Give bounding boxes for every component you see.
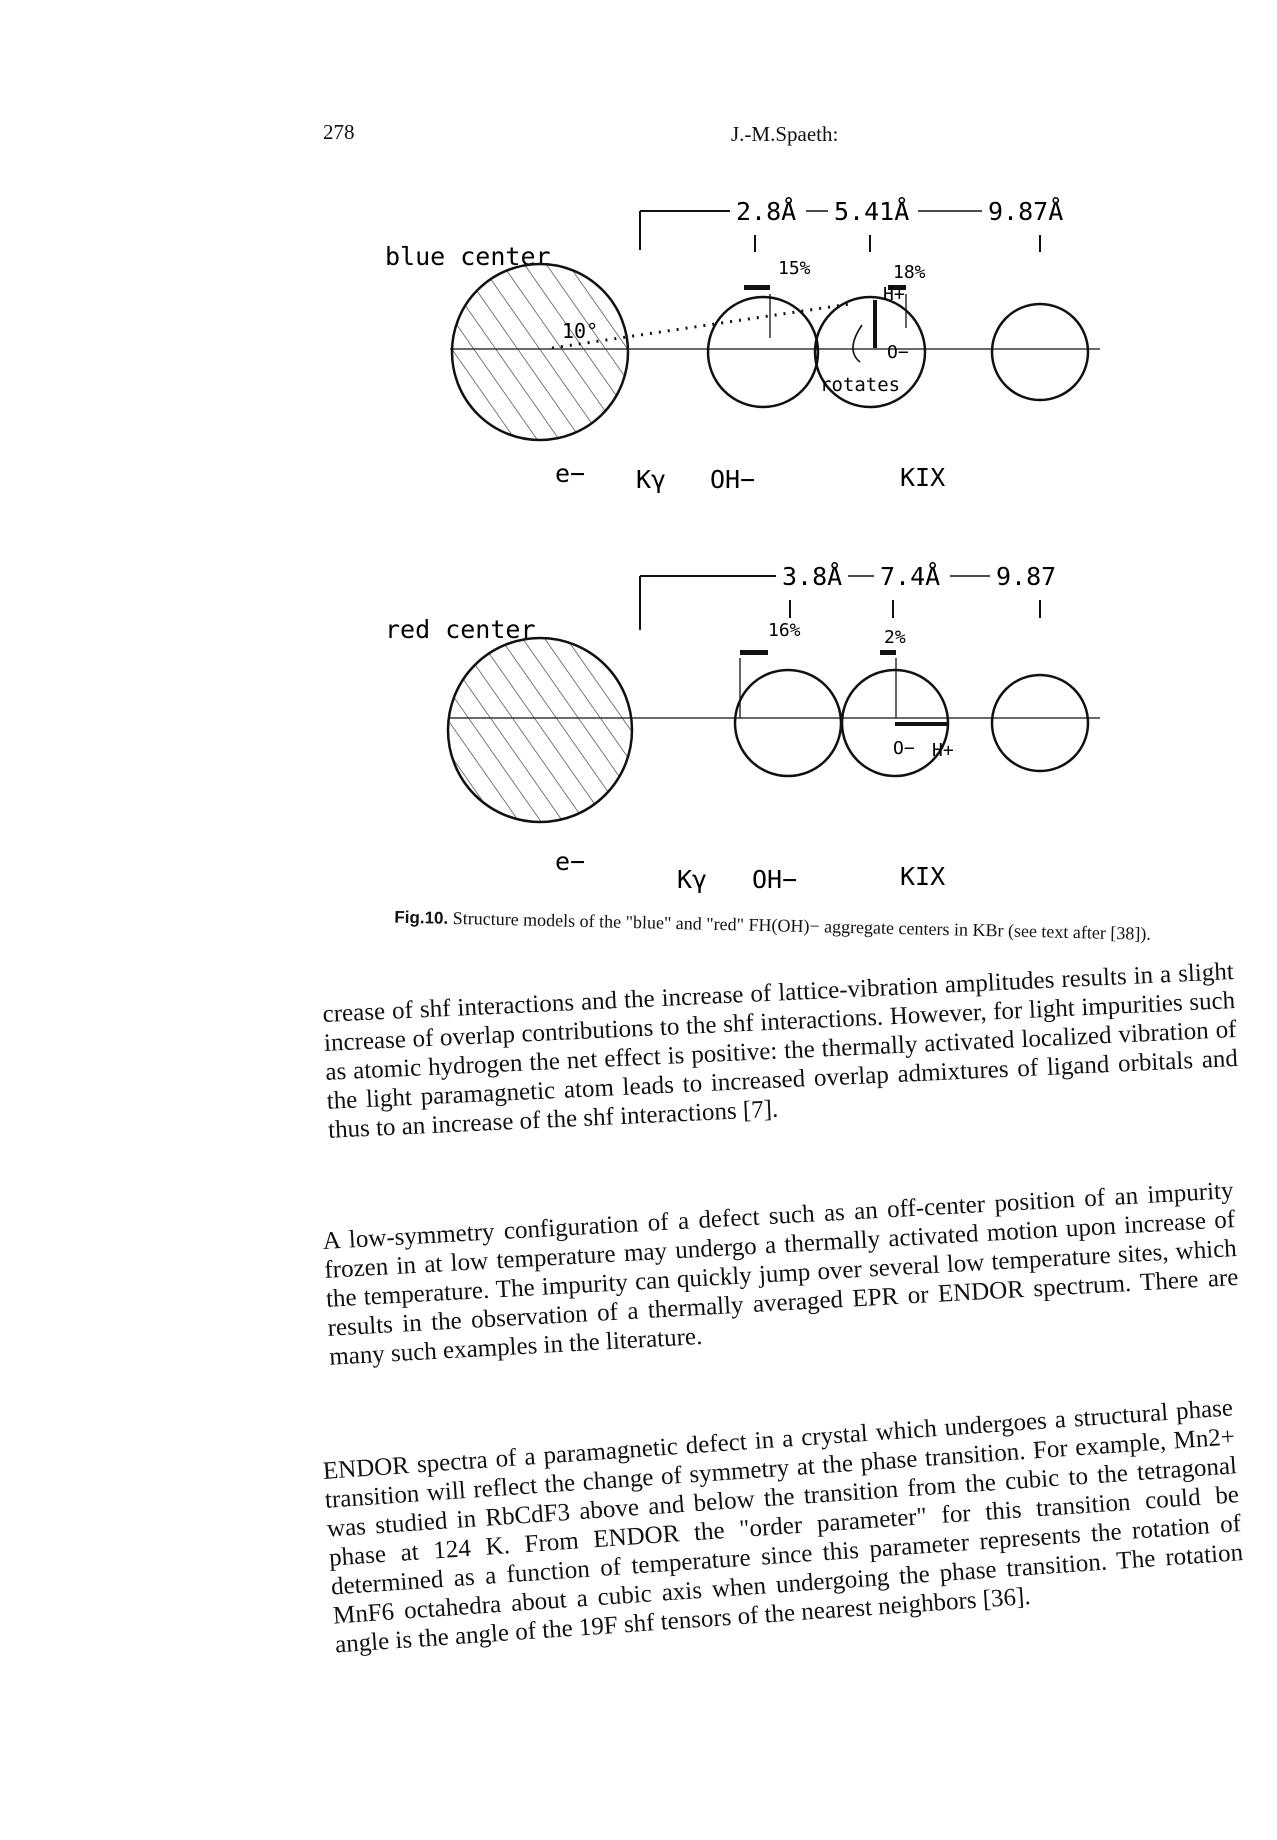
blue-k-gamma-ion	[708, 297, 818, 407]
blue-h-label: H+	[883, 284, 905, 305]
red-distance-3: 9.87	[996, 562, 1057, 591]
red-center-label: red center	[385, 615, 536, 644]
red-center-diagram	[385, 562, 1100, 894]
blue-angle-label: 10°	[562, 319, 599, 343]
red-shift-arrow-2	[880, 650, 896, 655]
red-h-label: H+	[932, 740, 954, 761]
blue-k-ix-ion	[992, 304, 1088, 400]
blue-oh-label: OH−	[710, 465, 756, 494]
blue-rotates-label: rotates	[820, 374, 901, 396]
blue-distance-3: 9.87Å	[988, 197, 1064, 226]
figure-caption	[322, 904, 1222, 947]
red-k-ix-ion	[992, 675, 1088, 771]
red-percent-1: 16%	[768, 620, 801, 641]
blue-center-label: blue center	[385, 242, 551, 271]
red-oh-label: OH−	[752, 865, 798, 894]
red-electron-label: e−	[555, 847, 586, 876]
figure-caption-label: Fig.10.	[394, 907, 449, 928]
blue-k-ix-label: KIX	[900, 463, 946, 492]
running-head: J.-M.Spaeth:	[731, 122, 839, 146]
red-distance-2: 7.4Å	[880, 562, 941, 591]
body-paragraph-1: crease of shf interactions and the increase of lattice-vibration amplitudes results in a slight increase of overlap contributions to the shf interactions. However, for light impurities such as atomic hydrogen the net effect is positive: the thermally activated localized vibration of the light paramagnetic atom leads to increased overlap admixtures of ligand orbitals and thus to an increase of the shf interactions [7].	[322, 958, 1239, 1144]
red-k-gamma-ion	[735, 670, 841, 776]
red-electron-region	[448, 638, 632, 822]
blue-percent-1: 15%	[778, 258, 811, 279]
red-o-label: O−	[893, 738, 915, 759]
blue-distance-1: 2.8Å	[736, 197, 797, 226]
red-k-ix-label: KIX	[900, 862, 946, 891]
blue-o-label: O−	[887, 342, 909, 363]
blue-percent-2: 18%	[893, 262, 926, 283]
blue-center-diagram	[385, 197, 1100, 494]
structure-figure	[340, 190, 1200, 910]
blue-electron-region	[452, 264, 628, 440]
body-paragraph-3: ENDOR spectra of a paramagnetic defect in a crystal which undergoes a structural phase transition will reflect the change of symmetry at the phase transition. For example, Mn2+ was studied in RbCdF3 above and below the transition from the cubic to the tetragonal phase at 124 K. From ENDOR the "order parameter" for this transition could be determined as a function of temperature since this parameter represents the rotation of MnF6 octahedra about a cubic axis when undergoing the phase transition. The rotation angle is the angle of the 19F shf tensors of the nearest neighbors [36].	[322, 1394, 1244, 1659]
page-number: 278	[323, 120, 355, 144]
body-paragraph-2: A low-symmetry configuration of a defect such as an off-center position of an impurity frozen in at low temperature may undergo a thermally activated motion upon increase of the temperature. The impurity can quickly jump over several low temperature sites, which results in the observation of a thermally averaged EPR or ENDOR spectrum. There are many such examples in the literature.	[322, 1177, 1239, 1371]
red-percent-2: 2%	[884, 627, 906, 648]
blue-distance-2: 5.41Å	[834, 197, 910, 226]
figure-caption-text: Structure models of the "blue" and "red" FH(OH)− aggregate centers in KBr (see text after [38]).	[452, 907, 1152, 944]
blue-shift-arrow-1	[744, 285, 770, 290]
blue-electron-label: e−	[555, 459, 586, 488]
red-distance-1: 3.8Å	[782, 562, 843, 591]
blue-k-gamma-label: Kγ	[636, 465, 667, 494]
blue-rotation-arrow-icon	[853, 325, 862, 362]
red-shift-arrow-1	[740, 650, 768, 655]
red-k-gamma-label: Kγ	[677, 865, 708, 894]
